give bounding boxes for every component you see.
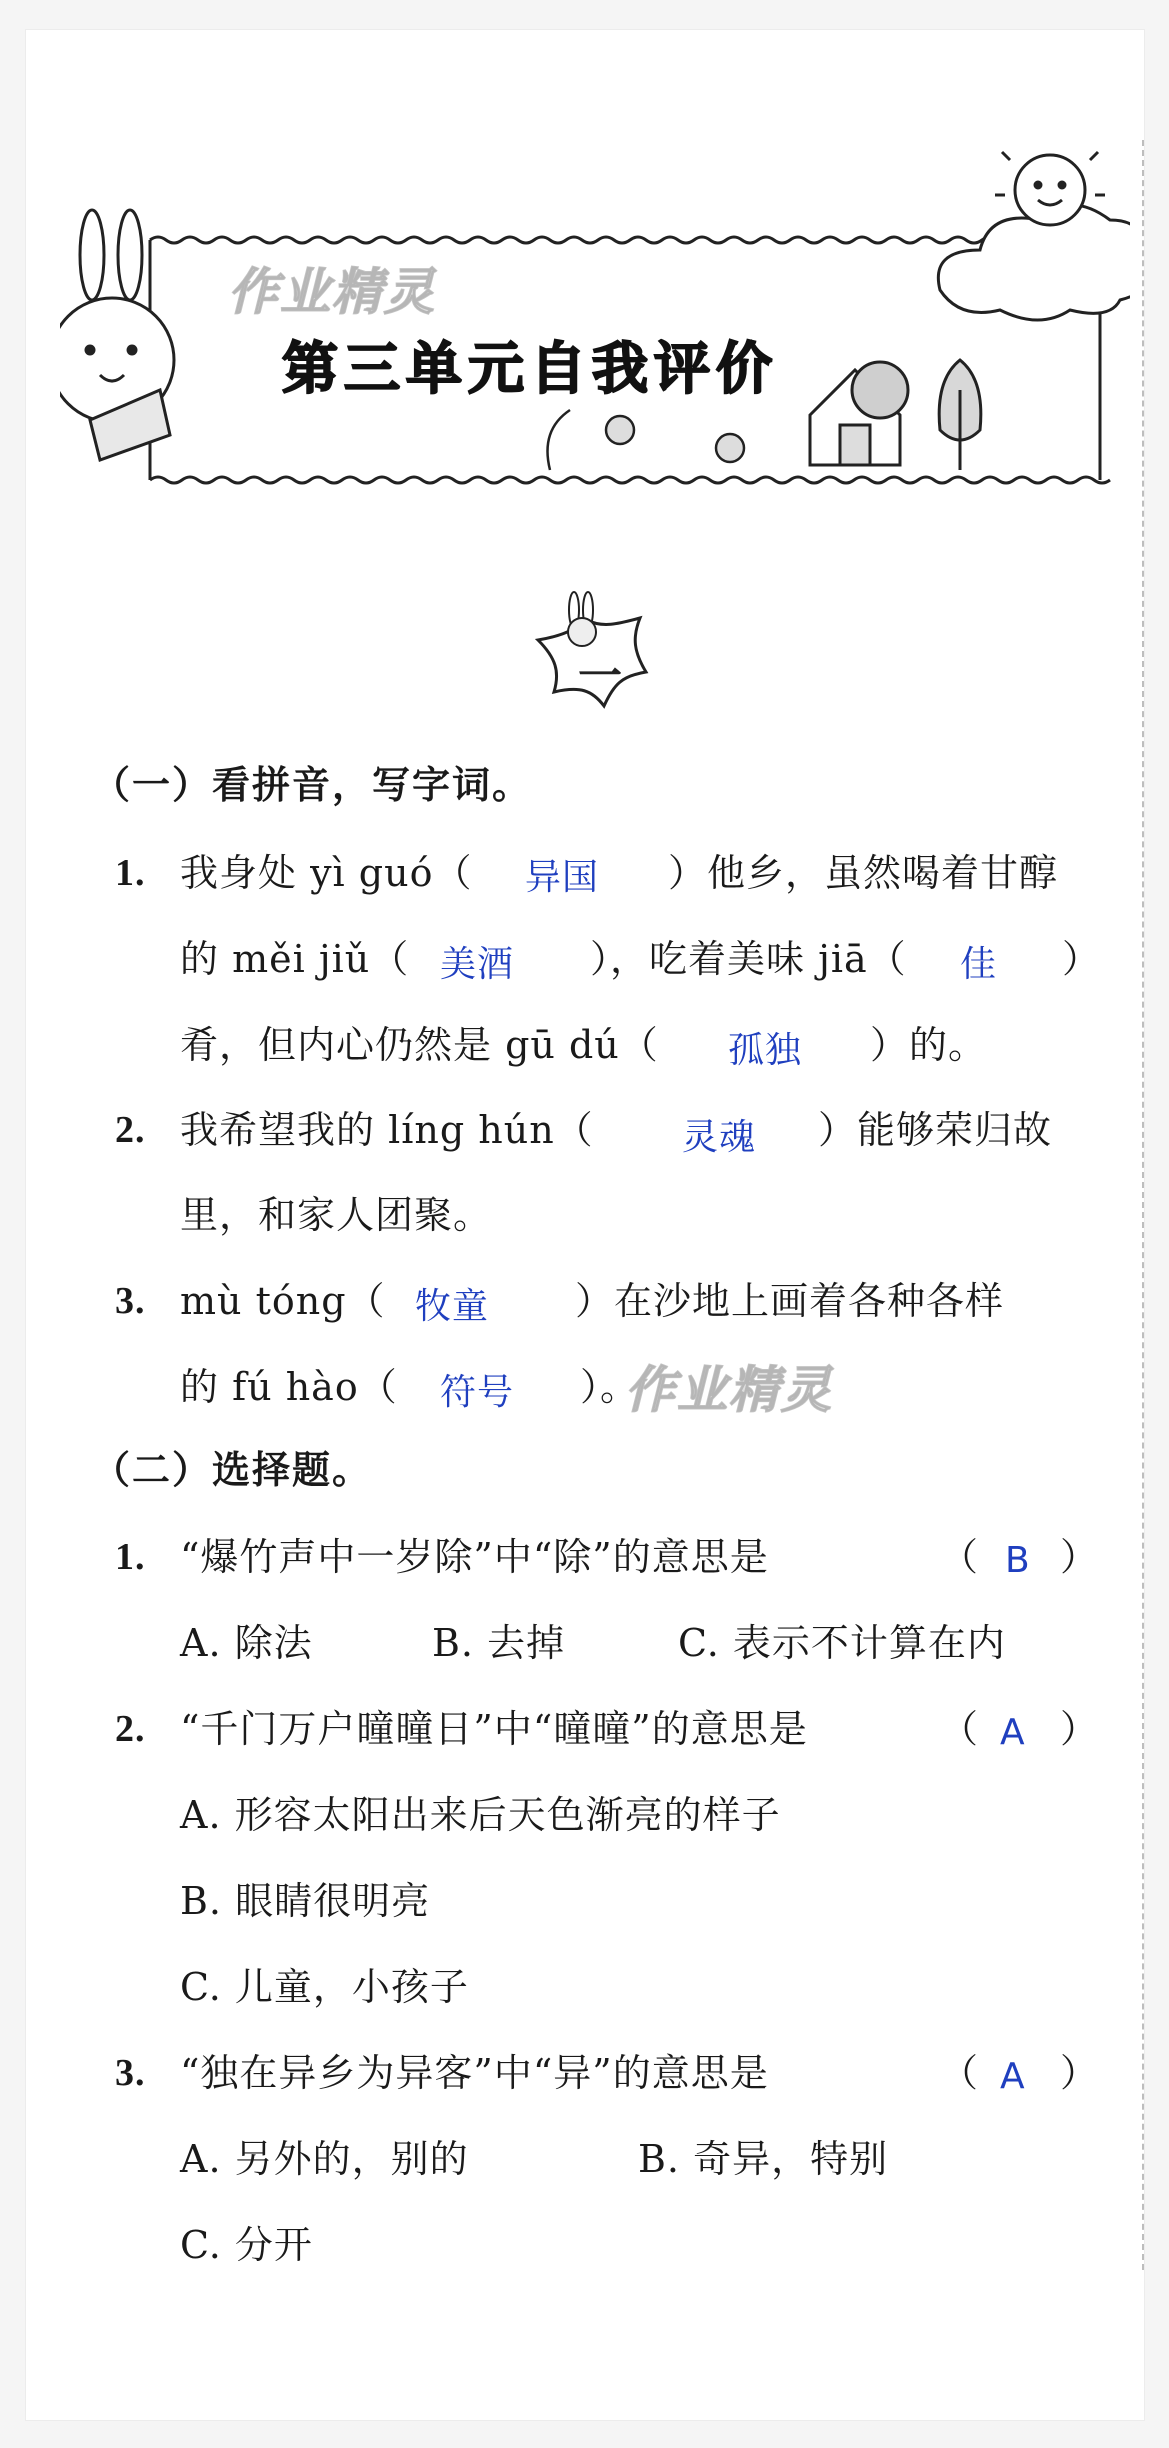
choice-q2-number: 2.: [115, 1708, 146, 1750]
part2-heading: （二）选择题。: [92, 1447, 373, 1492]
choice-q3-stem: “独在异乡为异客”中“异”的意思是: [180, 2051, 769, 2095]
q2-line1-text: 我希望我的 líng hún（: [180, 1108, 594, 1152]
choice-q3-option-c: C. 分开: [180, 2223, 313, 2267]
q2-line2-text: 里，和家人团聚。: [180, 1193, 493, 1237]
choice-q2-option-b: B. 眼睛很明亮: [180, 1879, 431, 1923]
choice-q2-stem: “千门万户曈曈日”中“曈曈”的意思是: [180, 1707, 808, 1751]
choice-q2-option-c: C. 儿童，小孩子: [180, 1965, 469, 2009]
q3-line1-tail: ）在沙地上画着各种各样: [575, 1279, 1005, 1323]
choice-q2-paren-open: （: [940, 1707, 980, 1751]
q2-number: 2.: [115, 1109, 146, 1151]
choice-q1-paren-close: ）: [1060, 1535, 1100, 1579]
choice-q3-answer: A: [1000, 2056, 1026, 2097]
choice-q2-option-a: A. 形容太阳出来后天色渐亮的样子: [180, 1793, 781, 1837]
q1-answer-3: 佳: [960, 944, 998, 985]
choice-q2-answer: A: [1000, 1712, 1026, 1753]
watermark-2: 作业精灵: [625, 1361, 833, 1419]
q3-number: 3.: [115, 1280, 146, 1322]
choice-q1-option-a: A. 除法: [180, 1621, 313, 1665]
choice-q1-option-c: C. 表示不计算在内: [678, 1621, 1006, 1665]
choice-q3-option-b: B. 奇异，特别: [638, 2137, 889, 2181]
choice-q3-number: 3.: [115, 2052, 146, 2094]
q1-line3-text: 肴，但内心仍然是 gū dú（: [180, 1023, 659, 1067]
choice-q1-answer: B: [1005, 1540, 1031, 1581]
q2-answer-1: 灵魂: [682, 1117, 757, 1158]
choice-q1-option-b: B. 去掉: [432, 1621, 566, 1665]
q3-answer-2: 符号: [440, 1372, 515, 1413]
margin-dashed-line: [1142, 140, 1144, 2270]
q3-line2-tail: ）。: [580, 1365, 640, 1409]
q1-line2-text: 的 měi jiǔ（: [180, 937, 410, 981]
section-number: 一: [578, 651, 622, 702]
bunny-mascot-icon: [60, 210, 174, 460]
q3-answer-1: 牧童: [415, 1286, 490, 1327]
tree-icon: [939, 360, 981, 470]
choice-q1-number: 1.: [115, 1536, 146, 1578]
page-title: 第三单元自我评价: [282, 337, 778, 402]
choice-q3-paren-open: （: [940, 2051, 980, 2095]
choice-q3-option-a: A. 另外的，别的: [180, 2137, 469, 2181]
q1-answer-2: 美酒: [440, 944, 515, 985]
choice-q3-paren-close: ）: [1060, 2051, 1100, 2095]
q3-line1-text: mù tóng（: [180, 1279, 386, 1323]
q2-line1-tail: ）能够荣归故: [818, 1108, 1053, 1152]
watermark: 作业精灵: [228, 263, 436, 321]
q1-answer-4: 孤独: [728, 1030, 803, 1071]
q1-line1-tail: ）他乡，虽然喝着甘醇: [668, 851, 1059, 895]
q1-line1-text: 我身处 yì guó（: [180, 851, 473, 895]
choice-q1-stem: “爆竹声中一岁除”中“除”的意思是: [180, 1535, 769, 1579]
choice-q2-paren-close: ）: [1060, 1707, 1100, 1751]
q1-line3-tail: ）的。: [870, 1023, 988, 1067]
q1-number: 1.: [115, 852, 146, 894]
q3-line2-text: 的 fú hào（: [180, 1365, 398, 1409]
q1-line2-tail: ）: [1062, 937, 1102, 981]
q1-answer-1: 异国: [525, 857, 600, 898]
flower-icon: [548, 410, 745, 470]
house-icon: [810, 362, 908, 465]
choice-q1-paren-open: （: [940, 1535, 980, 1579]
q1-line2-mid: ），吃着美味 jiā（: [590, 937, 907, 981]
part1-heading: （一）看拼音，写字词。: [92, 762, 533, 807]
